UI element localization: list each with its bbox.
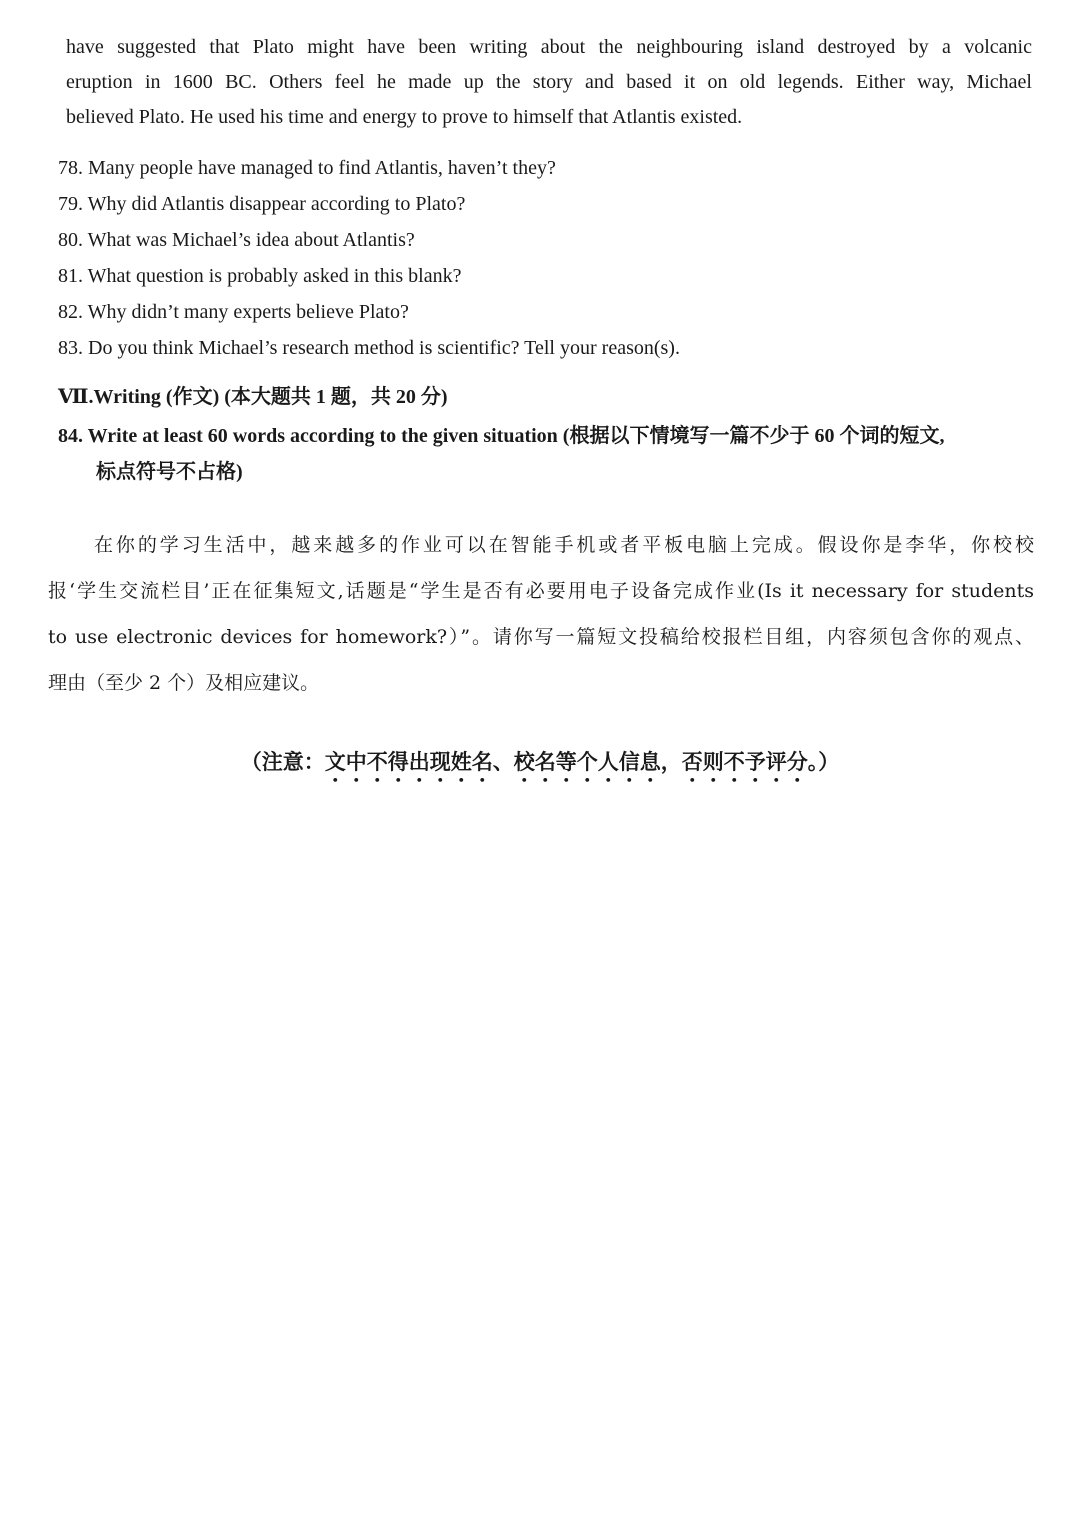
writing-section-heading: Ⅶ.Writing (作文) (本大题共 1 题，共 20 分) — [58, 386, 448, 408]
situation-line: to use electronic devices for homework?）”。请你写一篇短文投稿给校报栏目组，内容须包含你的观点、 — [48, 626, 1034, 648]
task-instruction: 84. Write at least 60 words according to the given situation (根据以下情境写一篇不少于 60 个词的短文, — [58, 425, 945, 447]
situation-line: 理由（至少 2 个）及相应建议。 — [48, 672, 320, 694]
question-78: 78. Many people have managed to find Atlantis, haven’t they? — [58, 157, 556, 179]
note-open: （注意： — [240, 750, 325, 774]
writing-situation — [48, 522, 1034, 706]
question-79: 79. Why did Atlantis disappear according to Plato? — [58, 193, 466, 215]
note-close: ） — [818, 750, 840, 774]
passage-line: believed Plato. He used his time and energy to prove to himself that Atlantis existed. — [66, 106, 743, 128]
question-82: 82. Why didn’t many experts believe Plato? — [58, 301, 409, 323]
question-83: 83. Do you think Michael’s research method is scientific? Tell your reason(s). — [58, 337, 680, 359]
situation-line: 报‘学生交流栏目’正在征集短文,话题是“学生是否有必要用电子设备完成作业(Is it necessary for students — [48, 580, 1034, 602]
situation-line: 在你的学习生活中，越来越多的作业可以在智能手机或者平板电脑上完成。假设你是李华，你校校 — [94, 534, 1034, 556]
attention-note — [0, 745, 1080, 787]
passage-line: have suggested that Plato might have been writing about the neighbouring island destroyed by a volcanic — [66, 36, 1032, 58]
question-80: 80. What was Michael’s idea about Atlantis? — [58, 229, 415, 251]
passage-line: eruption in 1600 BC. Others feel he made up the story and based it on old legends. Either way, Michael — [66, 71, 1032, 93]
task-instruction-continued: 标点符号不占格) — [96, 461, 243, 483]
question-list — [58, 150, 1038, 366]
note-emphasized-text: 文中不得出现姓名、校名等个人信息，否则不予评分。 — [324, 750, 819, 774]
reading-passage — [66, 30, 1032, 135]
question-81: 81. What question is probably asked in this blank? — [58, 265, 462, 287]
writing-task-84 — [58, 418, 1038, 490]
